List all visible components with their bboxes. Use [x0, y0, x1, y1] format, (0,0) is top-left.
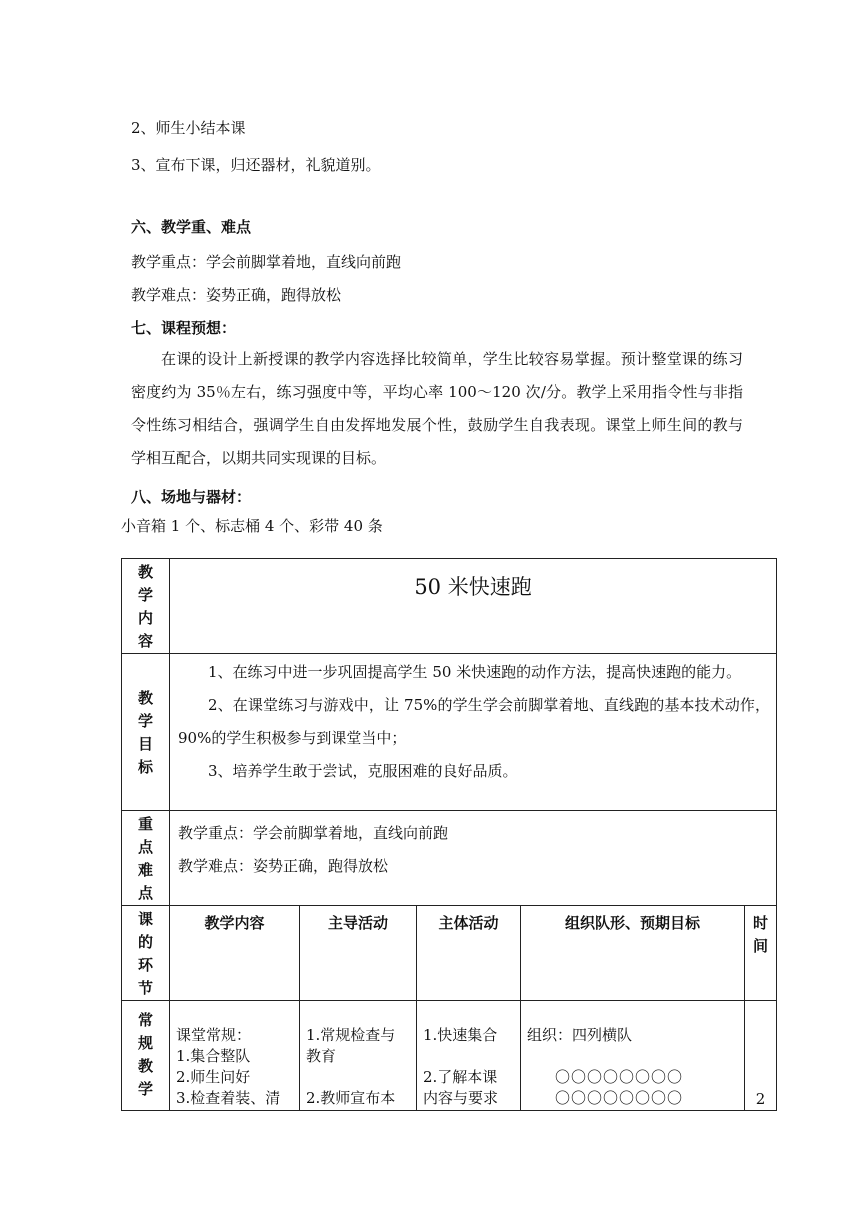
label-char: 的 [137, 933, 153, 951]
label-char: 学 [137, 1080, 153, 1098]
cell-line: 2.了解本课 [423, 1068, 498, 1086]
routine-lead-activity [300, 1001, 417, 1111]
cell-line [527, 1046, 740, 1067]
header-row [122, 906, 777, 1001]
routine-subject-activity [417, 1001, 521, 1111]
label-char: 难 [137, 861, 153, 879]
label-char: 教 [137, 563, 153, 581]
stage-label [122, 906, 170, 1001]
formation-row: 〇〇〇〇〇〇〇〇 [555, 1089, 684, 1107]
routine-organization [521, 1001, 745, 1111]
routine-content [170, 1001, 300, 1111]
header-lead-activity: 主导活动 [300, 906, 417, 1001]
header-content: 教学内容 [170, 906, 300, 1001]
cell-line [423, 1046, 516, 1067]
table-row [122, 1001, 777, 1111]
label-char: 课 [137, 910, 153, 928]
label-char: 学 [137, 712, 153, 730]
routine-time: 2 [745, 1001, 777, 1111]
section-7-paragraph: 在课的设计上新授课的教学内容选择比较简单，学生比较容易掌握。预计整堂课的练习密度约为 35％左右，练习强度中等，平均心率 100～120 次/分。教学上采用指令性与非指令性练习相结合，强调学生自由发挥地发展个性，鼓励学生自我表现。课堂上师生间的教与学相互配合，以期共同实现课的目标。 [131, 350, 743, 467]
intro-line-2: 2、师生小结本课 [131, 119, 246, 137]
difficulty-text: 教学难点：姿势正确，跑得放松 [178, 857, 389, 875]
label-char: 环 [137, 956, 153, 974]
header-time [745, 906, 777, 1001]
cell-line: 1.快速集合 [423, 1026, 498, 1044]
label-char: 标 [137, 758, 153, 776]
label-char: 目 [137, 735, 153, 753]
cell-line: 2.师生问好 [176, 1068, 251, 1086]
label-char: 规 [137, 1034, 153, 1052]
section-8-heading: 八、场地与器材： [131, 488, 252, 506]
header-subject-activity: 主体活动 [417, 906, 521, 1001]
cell-line: 课堂常规： [176, 1026, 252, 1044]
goals-label [122, 654, 170, 811]
label-char: 重 [137, 815, 153, 833]
formation-row: 〇〇〇〇〇〇〇〇 [555, 1068, 684, 1086]
key-points [170, 811, 777, 906]
goals-row [122, 654, 777, 811]
key-row [122, 811, 777, 906]
section-7-heading: 七、课程预想： [131, 319, 237, 337]
cell-line: 1.常规检查与 [306, 1026, 396, 1044]
content-title: 50 米快速跑 [170, 559, 777, 654]
cell-line: 内容与要求 [423, 1089, 499, 1107]
goal-2: 2、在课堂练习与游戏中，让 75%的学生学会前脚掌着地、直线跑的基本技术动作，90%的学生积极参与到课堂当中； [178, 696, 771, 747]
label-char: 时 [753, 914, 769, 932]
label-char: 内 [137, 609, 153, 627]
label-char: 点 [137, 884, 153, 902]
cell-line: 组织：四列横队 [527, 1026, 633, 1044]
key-label [122, 811, 170, 906]
cell-line: 2.教师宣布本 [306, 1089, 396, 1107]
routine-label [122, 1001, 170, 1111]
label-char: 容 [137, 632, 153, 650]
label-char: 学 [137, 586, 153, 604]
label-char: 间 [753, 937, 769, 955]
label-char: 教 [137, 689, 153, 707]
label-char: 节 [137, 979, 153, 997]
section-6-heading: 六、教学重、难点 [131, 218, 252, 236]
goals-text [170, 654, 777, 811]
label-char: 常 [137, 1011, 153, 1029]
section-6-difficulty: 教学难点：姿势正确，跑得放松 [131, 286, 342, 304]
content-row [122, 559, 777, 654]
content-label [122, 559, 170, 654]
label-char: 教 [137, 1057, 153, 1075]
section-8-equipment: 小音箱 1 个、标志桶 4 个、彩带 40 条 [121, 517, 383, 535]
cell-line: 教育 [306, 1047, 337, 1065]
goal-1: 1、在练习中进一步巩固提高学生 50 米快速跑的动作方法，提高快速跑的能力。 [208, 663, 742, 681]
intro-line-3: 3、宣布下课，归还器材，礼貌道别。 [131, 156, 381, 174]
cell-line: 3.检查着装、清 [176, 1089, 281, 1107]
section-6-key-point: 教学重点：学会前脚掌着地，直线向前跑 [131, 253, 402, 271]
key-point-text: 教学重点：学会前脚掌着地，直线向前跑 [178, 824, 449, 842]
header-organization: 组织队形、预期目标 [521, 906, 745, 1001]
lesson-plan-table [121, 558, 777, 1111]
cell-line: 1.集合整队 [176, 1047, 251, 1065]
cell-line [306, 1067, 412, 1088]
label-char: 点 [137, 838, 153, 856]
goal-3: 3、培养学生敢于尝试，克服困难的良好品质。 [208, 762, 518, 780]
